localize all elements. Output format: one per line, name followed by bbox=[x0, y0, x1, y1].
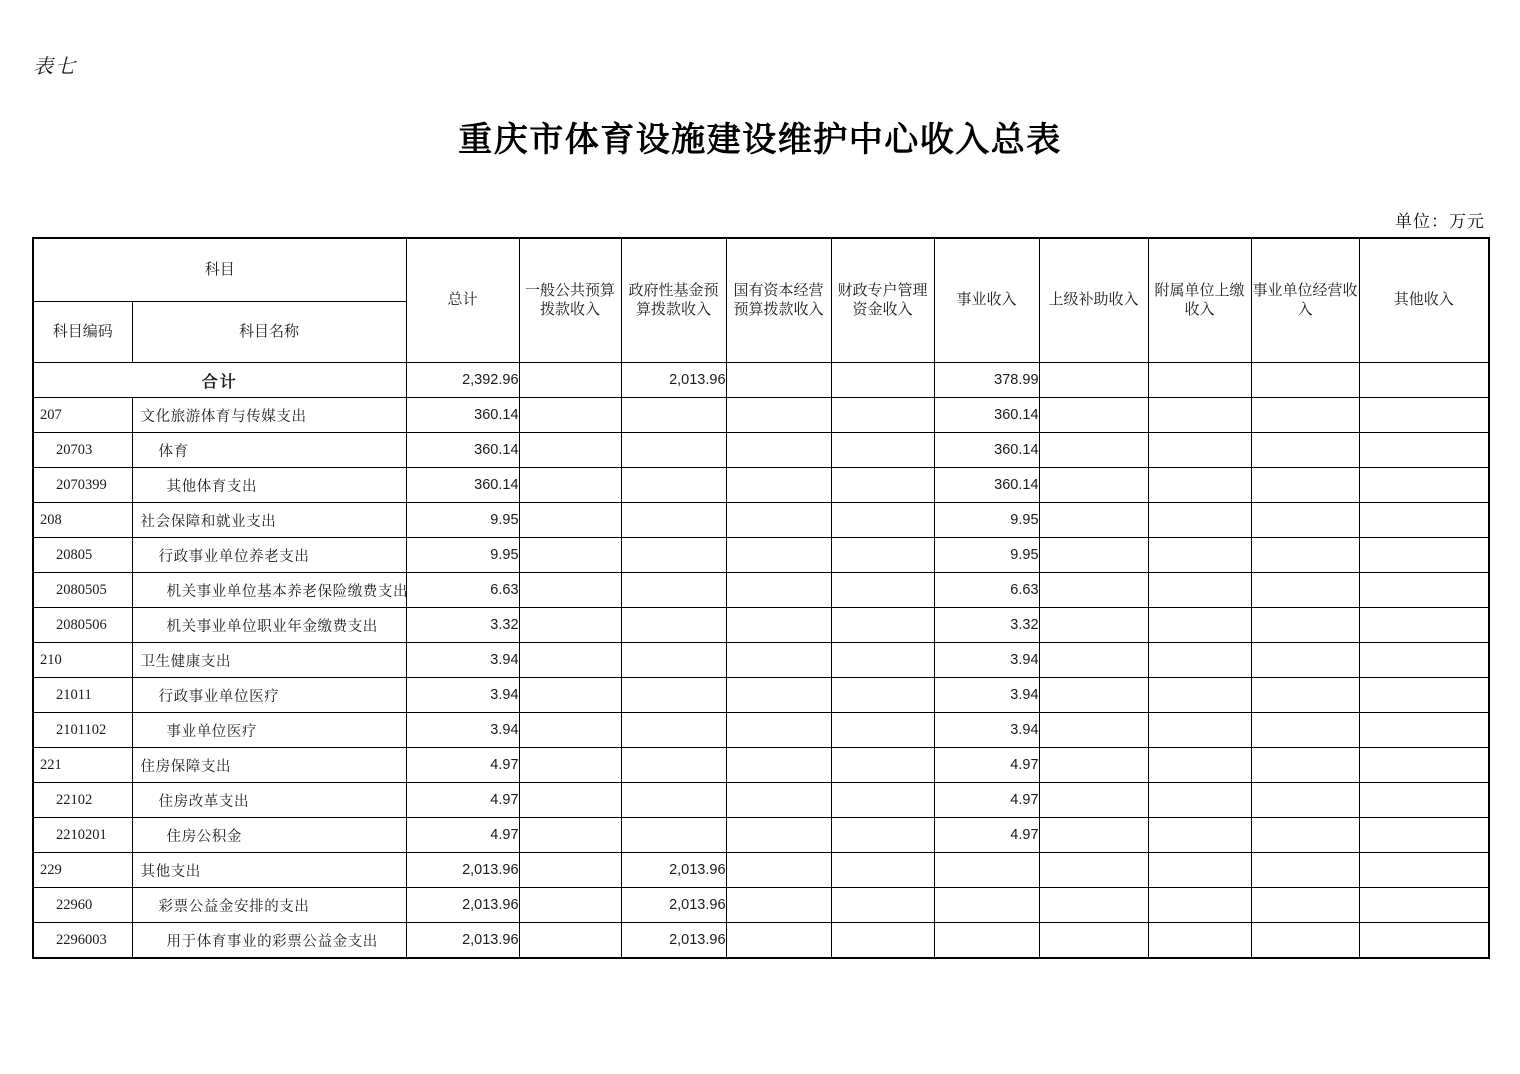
cell-state-capital bbox=[726, 538, 831, 573]
cell-gov-fund: 2,013.96 bbox=[621, 853, 726, 888]
cell-subject-name: 住房改革支出 bbox=[132, 783, 406, 818]
header-affiliated-turnover: 附属单位上缴收入 bbox=[1148, 238, 1251, 363]
cell-subject-code: 229 bbox=[33, 853, 132, 888]
page-title: 重庆市体育设施建设维护中心收入总表 bbox=[458, 122, 1062, 159]
header-superior-subsidy: 上级补助收入 bbox=[1039, 238, 1148, 363]
cell-state-capital bbox=[726, 468, 831, 503]
cell-business-income: 360.14 bbox=[934, 433, 1039, 468]
cell-affiliated-turnover bbox=[1148, 433, 1251, 468]
cell-state-capital bbox=[726, 503, 831, 538]
cell-gov-fund: 2,013.96 bbox=[621, 923, 726, 959]
cell-superior-subsidy bbox=[1039, 818, 1148, 853]
total-row-other-income bbox=[1359, 363, 1489, 398]
budget-table-container bbox=[32, 237, 1488, 959]
total-row-affiliated-turnover bbox=[1148, 363, 1251, 398]
cell-affiliated-turnover bbox=[1148, 713, 1251, 748]
cell-business-income: 3.32 bbox=[934, 608, 1039, 643]
cell-other-income bbox=[1359, 923, 1489, 959]
cell-business-income: 360.14 bbox=[934, 398, 1039, 433]
cell-general-public bbox=[519, 433, 621, 468]
cell-subject-code: 22960 bbox=[33, 888, 132, 923]
cell-subject-code: 221 bbox=[33, 748, 132, 783]
header-business-income: 事业收入 bbox=[934, 238, 1039, 363]
cell-other-income bbox=[1359, 783, 1489, 818]
cell-total: 3.94 bbox=[406, 678, 519, 713]
cell-operating-income bbox=[1251, 538, 1359, 573]
cell-subject-name: 机关事业单位基本养老保险缴费支出 bbox=[132, 573, 406, 608]
table-body bbox=[33, 363, 1489, 959]
cell-gov-fund bbox=[621, 643, 726, 678]
cell-fiscal-account bbox=[831, 468, 934, 503]
cell-fiscal-account bbox=[831, 853, 934, 888]
cell-business-income bbox=[934, 923, 1039, 959]
cell-subject-code: 21011 bbox=[33, 678, 132, 713]
cell-business-income: 4.97 bbox=[934, 818, 1039, 853]
cell-fiscal-account bbox=[831, 538, 934, 573]
cell-state-capital bbox=[726, 643, 831, 678]
cell-gov-fund bbox=[621, 608, 726, 643]
cell-general-public bbox=[519, 468, 621, 503]
cell-general-public bbox=[519, 923, 621, 959]
cell-operating-income bbox=[1251, 748, 1359, 783]
table-row bbox=[33, 643, 1489, 678]
cell-fiscal-account bbox=[831, 713, 934, 748]
cell-subject-code: 2101102 bbox=[33, 713, 132, 748]
table-row bbox=[33, 888, 1489, 923]
cell-general-public bbox=[519, 888, 621, 923]
header-total: 总计 bbox=[406, 238, 519, 363]
header-group-subject: 科目 bbox=[33, 238, 406, 302]
cell-affiliated-turnover bbox=[1148, 783, 1251, 818]
cell-fiscal-account bbox=[831, 608, 934, 643]
cell-general-public bbox=[519, 818, 621, 853]
total-row-label: 合计 bbox=[33, 363, 406, 398]
cell-gov-fund bbox=[621, 538, 726, 573]
cell-subject-code: 2210201 bbox=[33, 818, 132, 853]
cell-other-income bbox=[1359, 608, 1489, 643]
cell-fiscal-account bbox=[831, 783, 934, 818]
cell-state-capital bbox=[726, 923, 831, 959]
cell-superior-subsidy bbox=[1039, 678, 1148, 713]
cell-other-income bbox=[1359, 818, 1489, 853]
cell-subject-name: 行政事业单位养老支出 bbox=[132, 538, 406, 573]
table-row bbox=[33, 678, 1489, 713]
table-row bbox=[33, 538, 1489, 573]
cell-subject-code: 207 bbox=[33, 398, 132, 433]
cell-operating-income bbox=[1251, 608, 1359, 643]
cell-other-income bbox=[1359, 713, 1489, 748]
cell-gov-fund bbox=[621, 398, 726, 433]
cell-state-capital bbox=[726, 678, 831, 713]
cell-state-capital bbox=[726, 888, 831, 923]
cell-subject-name: 事业单位医疗 bbox=[132, 713, 406, 748]
total-row-operating-income bbox=[1251, 363, 1359, 398]
header-fiscal-account-funds: 财政专户管理资金收入 bbox=[831, 238, 934, 363]
cell-superior-subsidy bbox=[1039, 643, 1148, 678]
cell-state-capital bbox=[726, 433, 831, 468]
table-header bbox=[33, 238, 1489, 363]
cell-operating-income bbox=[1251, 818, 1359, 853]
cell-affiliated-turnover bbox=[1148, 503, 1251, 538]
cell-other-income bbox=[1359, 538, 1489, 573]
cell-other-income bbox=[1359, 888, 1489, 923]
cell-affiliated-turnover bbox=[1148, 398, 1251, 433]
cell-business-income: 4.97 bbox=[934, 783, 1039, 818]
cell-subject-name: 卫生健康支出 bbox=[132, 643, 406, 678]
cell-subject-name: 其他支出 bbox=[132, 853, 406, 888]
cell-general-public bbox=[519, 678, 621, 713]
table-row bbox=[33, 468, 1489, 503]
cell-affiliated-turnover bbox=[1148, 678, 1251, 713]
table-row bbox=[33, 713, 1489, 748]
cell-general-public bbox=[519, 503, 621, 538]
cell-fiscal-account bbox=[831, 398, 934, 433]
cell-total: 3.94 bbox=[406, 643, 519, 678]
cell-superior-subsidy bbox=[1039, 783, 1148, 818]
table-row bbox=[33, 923, 1489, 959]
cell-gov-fund: 2,013.96 bbox=[621, 888, 726, 923]
cell-affiliated-turnover bbox=[1148, 923, 1251, 959]
cell-subject-code: 20703 bbox=[33, 433, 132, 468]
cell-other-income bbox=[1359, 398, 1489, 433]
cell-general-public bbox=[519, 748, 621, 783]
cell-business-income: 9.95 bbox=[934, 538, 1039, 573]
cell-affiliated-turnover bbox=[1148, 538, 1251, 573]
cell-affiliated-turnover bbox=[1148, 748, 1251, 783]
cell-operating-income bbox=[1251, 573, 1359, 608]
cell-state-capital bbox=[726, 783, 831, 818]
cell-affiliated-turnover bbox=[1148, 818, 1251, 853]
cell-subject-name: 住房保障支出 bbox=[132, 748, 406, 783]
cell-superior-subsidy bbox=[1039, 398, 1148, 433]
cell-total: 360.14 bbox=[406, 398, 519, 433]
cell-general-public bbox=[519, 853, 621, 888]
cell-total: 3.32 bbox=[406, 608, 519, 643]
cell-fiscal-account bbox=[831, 503, 934, 538]
header-subject-name: 科目名称 bbox=[132, 302, 406, 363]
header-state-capital-budget: 国有资本经营预算拨款收入 bbox=[726, 238, 831, 363]
cell-subject-code: 2080505 bbox=[33, 573, 132, 608]
cell-affiliated-turnover bbox=[1148, 888, 1251, 923]
cell-total: 2,013.96 bbox=[406, 923, 519, 959]
cell-other-income bbox=[1359, 573, 1489, 608]
cell-business-income bbox=[934, 888, 1039, 923]
table-row bbox=[33, 818, 1489, 853]
cell-gov-fund bbox=[621, 433, 726, 468]
cell-subject-code: 20805 bbox=[33, 538, 132, 573]
cell-total: 3.94 bbox=[406, 713, 519, 748]
cell-general-public bbox=[519, 398, 621, 433]
cell-operating-income bbox=[1251, 643, 1359, 678]
cell-business-income: 3.94 bbox=[934, 713, 1039, 748]
cell-state-capital bbox=[726, 398, 831, 433]
cell-gov-fund bbox=[621, 503, 726, 538]
cell-state-capital bbox=[726, 818, 831, 853]
header-subject-code: 科目编码 bbox=[33, 302, 132, 363]
cell-general-public bbox=[519, 608, 621, 643]
cell-total: 360.14 bbox=[406, 468, 519, 503]
cell-total: 4.97 bbox=[406, 783, 519, 818]
cell-operating-income bbox=[1251, 713, 1359, 748]
total-row-general-public bbox=[519, 363, 621, 398]
cell-superior-subsidy bbox=[1039, 538, 1148, 573]
cell-state-capital bbox=[726, 748, 831, 783]
cell-fiscal-account bbox=[831, 573, 934, 608]
cell-superior-subsidy bbox=[1039, 888, 1148, 923]
cell-other-income bbox=[1359, 643, 1489, 678]
cell-subject-code: 2070399 bbox=[33, 468, 132, 503]
cell-operating-income bbox=[1251, 853, 1359, 888]
cell-operating-income bbox=[1251, 678, 1359, 713]
cell-other-income bbox=[1359, 503, 1489, 538]
cell-total: 6.63 bbox=[406, 573, 519, 608]
cell-affiliated-turnover bbox=[1148, 853, 1251, 888]
cell-general-public bbox=[519, 643, 621, 678]
total-row-gov-fund: 2,013.96 bbox=[621, 363, 726, 398]
cell-subject-code: 2080506 bbox=[33, 608, 132, 643]
table-row bbox=[33, 783, 1489, 818]
cell-total: 9.95 bbox=[406, 503, 519, 538]
sheet-label: 表七 bbox=[33, 56, 77, 78]
cell-gov-fund bbox=[621, 713, 726, 748]
cell-superior-subsidy bbox=[1039, 853, 1148, 888]
table-row bbox=[33, 503, 1489, 538]
cell-total: 2,013.96 bbox=[406, 853, 519, 888]
header-operating-income: 事业单位经营收入 bbox=[1251, 238, 1359, 363]
cell-fiscal-account bbox=[831, 888, 934, 923]
cell-gov-fund bbox=[621, 573, 726, 608]
cell-business-income: 9.95 bbox=[934, 503, 1039, 538]
table-row bbox=[33, 608, 1489, 643]
cell-general-public bbox=[519, 538, 621, 573]
cell-affiliated-turnover bbox=[1148, 608, 1251, 643]
total-row-superior-subsidy bbox=[1039, 363, 1148, 398]
cell-total: 9.95 bbox=[406, 538, 519, 573]
header-row-1 bbox=[33, 238, 1489, 302]
cell-subject-name: 住房公积金 bbox=[132, 818, 406, 853]
cell-general-public bbox=[519, 713, 621, 748]
cell-state-capital bbox=[726, 573, 831, 608]
cell-superior-subsidy bbox=[1039, 713, 1148, 748]
total-row-total: 2,392.96 bbox=[406, 363, 519, 398]
income-summary-table bbox=[32, 237, 1490, 959]
cell-other-income bbox=[1359, 433, 1489, 468]
cell-fiscal-account bbox=[831, 433, 934, 468]
cell-other-income bbox=[1359, 853, 1489, 888]
cell-state-capital bbox=[726, 713, 831, 748]
cell-subject-code: 22102 bbox=[33, 783, 132, 818]
header-gov-fund-budget: 政府性基金预算拨款收入 bbox=[621, 238, 726, 363]
cell-total: 4.97 bbox=[406, 748, 519, 783]
cell-affiliated-turnover bbox=[1148, 468, 1251, 503]
cell-superior-subsidy bbox=[1039, 468, 1148, 503]
cell-subject-name: 机关事业单位职业年金缴费支出 bbox=[132, 608, 406, 643]
cell-total: 360.14 bbox=[406, 433, 519, 468]
cell-affiliated-turnover bbox=[1148, 643, 1251, 678]
table-row bbox=[33, 433, 1489, 468]
cell-general-public bbox=[519, 783, 621, 818]
cell-superior-subsidy bbox=[1039, 748, 1148, 783]
table-row bbox=[33, 398, 1489, 433]
cell-general-public bbox=[519, 573, 621, 608]
cell-total: 4.97 bbox=[406, 818, 519, 853]
cell-subject-name: 社会保障和就业支出 bbox=[132, 503, 406, 538]
cell-operating-income bbox=[1251, 398, 1359, 433]
cell-superior-subsidy bbox=[1039, 433, 1148, 468]
cell-operating-income bbox=[1251, 888, 1359, 923]
cell-operating-income bbox=[1251, 783, 1359, 818]
cell-subject-code: 208 bbox=[33, 503, 132, 538]
cell-operating-income bbox=[1251, 503, 1359, 538]
cell-business-income bbox=[934, 853, 1039, 888]
cell-other-income bbox=[1359, 748, 1489, 783]
cell-business-income: 6.63 bbox=[934, 573, 1039, 608]
cell-total: 2,013.96 bbox=[406, 888, 519, 923]
cell-gov-fund bbox=[621, 468, 726, 503]
cell-fiscal-account bbox=[831, 678, 934, 713]
header-general-public-budget: 一般公共预算拨款收入 bbox=[519, 238, 621, 363]
cell-subject-name: 文化旅游体育与传媒支出 bbox=[132, 398, 406, 433]
cell-business-income: 3.94 bbox=[934, 643, 1039, 678]
cell-fiscal-account bbox=[831, 818, 934, 853]
cell-affiliated-turnover bbox=[1148, 573, 1251, 608]
cell-business-income: 360.14 bbox=[934, 468, 1039, 503]
table-row bbox=[33, 853, 1489, 888]
cell-subject-name: 彩票公益金安排的支出 bbox=[132, 888, 406, 923]
cell-subject-code: 2296003 bbox=[33, 923, 132, 959]
unit-note: 单位：万元 bbox=[1395, 212, 1485, 231]
table-row bbox=[33, 573, 1489, 608]
cell-other-income bbox=[1359, 678, 1489, 713]
cell-subject-name: 行政事业单位医疗 bbox=[132, 678, 406, 713]
cell-superior-subsidy bbox=[1039, 573, 1148, 608]
cell-subject-name: 用于体育事业的彩票公益金支出 bbox=[132, 923, 406, 959]
cell-superior-subsidy bbox=[1039, 608, 1148, 643]
cell-gov-fund bbox=[621, 783, 726, 818]
cell-gov-fund bbox=[621, 678, 726, 713]
total-row-state-capital bbox=[726, 363, 831, 398]
cell-state-capital bbox=[726, 853, 831, 888]
cell-superior-subsidy bbox=[1039, 923, 1148, 959]
cell-operating-income bbox=[1251, 468, 1359, 503]
cell-operating-income bbox=[1251, 923, 1359, 959]
cell-business-income: 3.94 bbox=[934, 678, 1039, 713]
table-row bbox=[33, 748, 1489, 783]
cell-fiscal-account bbox=[831, 923, 934, 959]
cell-fiscal-account bbox=[831, 748, 934, 783]
total-row-fiscal-account bbox=[831, 363, 934, 398]
cell-other-income bbox=[1359, 468, 1489, 503]
total-row-business-income: 378.99 bbox=[934, 363, 1039, 398]
cell-subject-name: 其他体育支出 bbox=[132, 468, 406, 503]
cell-fiscal-account bbox=[831, 643, 934, 678]
cell-subject-code: 210 bbox=[33, 643, 132, 678]
cell-subject-name: 体育 bbox=[132, 433, 406, 468]
header-other-income: 其他收入 bbox=[1359, 238, 1489, 363]
cell-gov-fund bbox=[621, 818, 726, 853]
cell-state-capital bbox=[726, 608, 831, 643]
cell-operating-income bbox=[1251, 433, 1359, 468]
cell-superior-subsidy bbox=[1039, 503, 1148, 538]
cell-business-income: 4.97 bbox=[934, 748, 1039, 783]
table-row-total bbox=[33, 363, 1489, 398]
cell-gov-fund bbox=[621, 748, 726, 783]
